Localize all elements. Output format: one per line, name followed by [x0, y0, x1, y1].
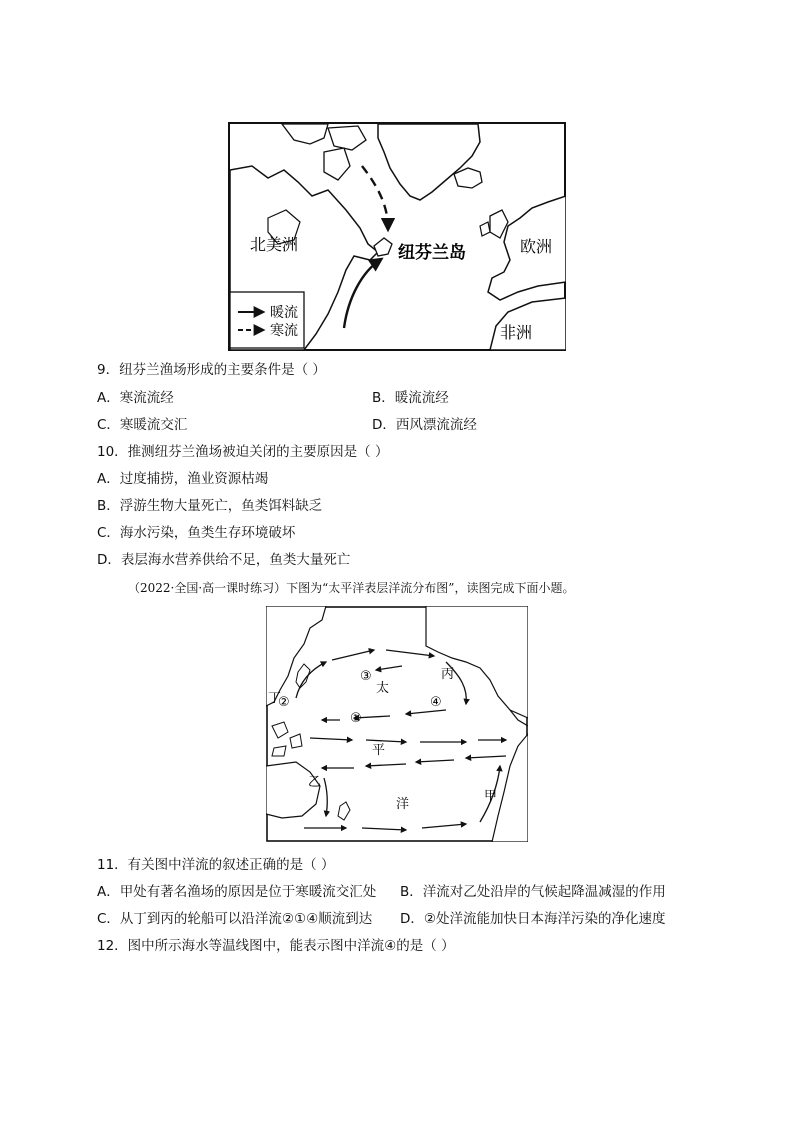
europe-label: 欧洲 — [520, 237, 553, 256]
label-jia: 甲 — [484, 789, 498, 804]
q11-option-d[interactable]: D．②处洋流能加快日本海洋污染的净化速度 — [400, 911, 666, 927]
pacific-currents-map — [266, 606, 528, 842]
q10-option-a[interactable]: A．过度捕捞，渔业资源枯竭 — [97, 471, 269, 487]
newfoundland-label: 纽芬兰岛 — [398, 243, 466, 263]
q11-stem: 11．有关图中洋流的叙述正确的是（ ） — [97, 857, 335, 873]
label-yi: 乙 — [308, 775, 322, 790]
legend-warm-label: 暖流 — [270, 305, 298, 321]
q12-stem: 12．图中所示海水等温线图中，能表示图中洋流④的是（ ） — [97, 938, 455, 954]
label-ding: 丁 — [268, 691, 282, 706]
section-intro: （2022·全国·高一课时练习）下图为“太平洋表层洋流分布图”，读图完成下面小题。 — [128, 581, 575, 595]
q9-option-b[interactable]: B．暖流流经 — [372, 390, 449, 406]
q9-option-c[interactable]: C．寒暖流交汇 — [97, 417, 188, 433]
newfoundland-map — [228, 122, 566, 351]
africa-label: 非洲 — [500, 323, 533, 342]
label-ping: 平 — [372, 743, 386, 758]
label-current-1: ① — [350, 711, 362, 726]
label-current-2: ② — [278, 695, 290, 710]
q11-option-a[interactable]: A．甲处有著名渔场的原因是位于寒暖流交汇处 — [97, 884, 377, 900]
q10-option-b[interactable]: B．浮游生物大量死亡，鱼类饵料缺乏 — [97, 498, 323, 514]
q9-option-a[interactable]: A．寒流流经 — [97, 390, 174, 406]
q11-option-b[interactable]: B．洋流对乙处沿岸的气候起降温减湿的作用 — [400, 884, 666, 900]
q9-stem: 9．纽芬兰渔场形成的主要条件是（ ） — [97, 362, 326, 378]
q10-stem: 10．推测纽芬兰渔场被迫关闭的主要原因是（ ） — [97, 444, 389, 460]
label-current-4: ④ — [430, 695, 442, 710]
label-current-3: ③ — [360, 669, 372, 684]
label-tai: 太 — [376, 681, 390, 696]
label-bing: 丙 — [441, 667, 455, 682]
q10-option-d[interactable]: D．表层海水营养供给不足，鱼类大量死亡 — [97, 552, 351, 568]
label-yang: 洋 — [396, 797, 410, 812]
q9-option-d[interactable]: D．西风漂流流经 — [372, 417, 477, 433]
north-america-label: 北美洲 — [250, 235, 299, 254]
q11-option-c[interactable]: C．从丁到丙的轮船可以沿洋流②①④顺流到达 — [97, 911, 373, 927]
legend-cold-label: 寒流 — [270, 323, 298, 339]
q10-option-c[interactable]: C．海水污染，鱼类生存环境破坏 — [97, 525, 296, 541]
